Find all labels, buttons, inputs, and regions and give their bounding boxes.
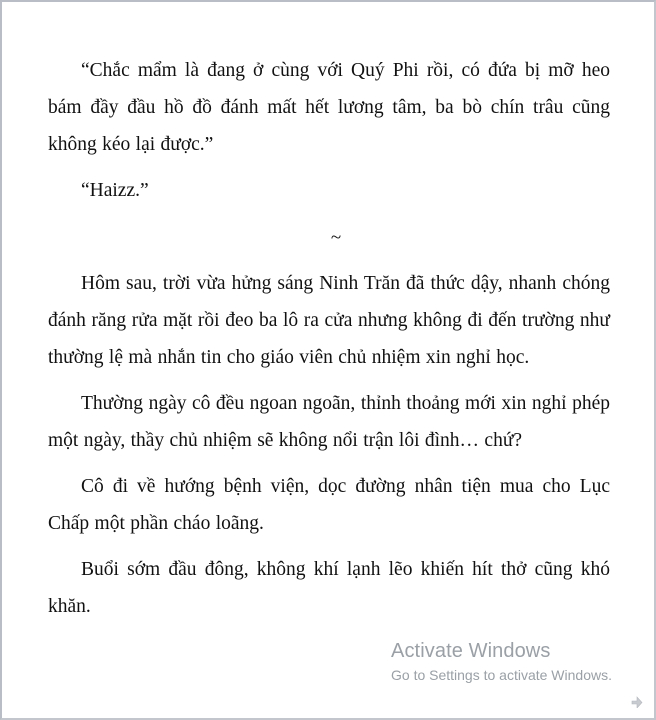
paragraph-3: Hôm sau, trời vừa hửng sáng Ninh Trăn đã thức dậy, nhanh chóng đánh răng rửa mặt rồi đeo ba lô ra cửa nhưng không đi đến trường như thường lệ mà nhắn tin cho giáo viên chủ nhiệm xin nghỉ học. bbox=[48, 273, 610, 368]
resize-grip-icon[interactable] bbox=[630, 694, 644, 708]
paragraph-1: “Chắc mẩm là đang ở cùng với Quý Phi rồi, có đứa bị mỡ heo bám đầy đầu hồ đồ đánh mất hết lương tâm, ba bò chín trâu cũng không kéo lại được.” bbox=[48, 60, 610, 155]
watermark-subtitle: Go to Settings to activate Windows. bbox=[391, 667, 612, 683]
paragraph-2: “Haizz.” bbox=[81, 180, 149, 201]
section-separator: ~ bbox=[330, 227, 342, 248]
document-page bbox=[48, 52, 610, 625]
watermark-title: Activate Windows bbox=[391, 640, 551, 662]
activation-watermark bbox=[391, 638, 612, 685]
paragraph-6: Buổi sớm đầu đông, không khí lạnh lẽo khiến hít thở cũng khó khăn. bbox=[48, 559, 610, 617]
paragraph-4: Thường ngày cô đều ngoan ngoãn, thỉnh thoảng mới xin nghỉ phép một ngày, thầy chủ nhiệm sẽ không nổi trận lôi đình… chứ? bbox=[48, 393, 610, 451]
paragraph-5: Cô đi về hướng bệnh viện, dọc đường nhân tiện mua cho Lục Chấp một phần cháo loãng. bbox=[48, 476, 610, 534]
